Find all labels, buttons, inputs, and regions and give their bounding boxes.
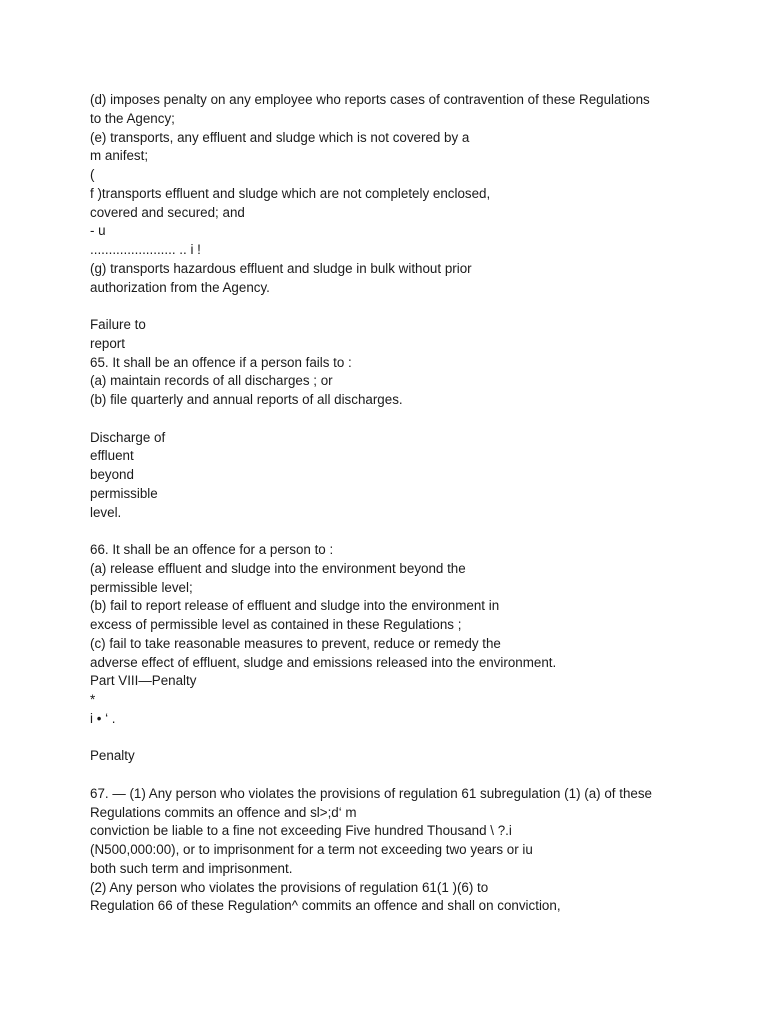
text-line: both such term and imprisonment. [90, 860, 293, 876]
text-line: covered and secured; and [90, 204, 245, 220]
text-line: adverse effect of effluent, sludge and emissions released into the environment. [90, 654, 557, 670]
text-line: 66. It shall be an offence for a person to : [90, 542, 334, 557]
text-line: excess of permissible level as contained in these Regulations ; [90, 617, 462, 632]
text-line: (g) transports hazardous effluent and sludge in bulk without prior [90, 260, 472, 276]
margin-heading: report [90, 335, 125, 351]
text-line: i • ‘ . [90, 710, 116, 726]
blank-line [90, 522, 750, 541]
margin-heading: Penalty [90, 748, 135, 764]
blank-line [90, 410, 750, 429]
text-line: (2) Any person who violates the provisions of regulation 61(1 )(6) to [90, 879, 489, 895]
text-line: (b) file quarterly and annual reports of all discharges. [90, 392, 403, 407]
text-line: f )transports effluent and sludge which are not completely enclosed, [90, 185, 491, 201]
text-line: ....................... .. i ! [90, 242, 201, 257]
margin-heading: beyond [90, 467, 134, 482]
text-line: m anifest; [90, 148, 149, 164]
text-line: ( [90, 167, 95, 182]
margin-heading: Discharge of [90, 429, 166, 445]
text-line: 65. It shall be an offence if a person fails to : [90, 354, 352, 370]
text-line: - u [90, 223, 106, 239]
blank-line [90, 729, 750, 748]
margin-heading: level. [90, 504, 122, 520]
text-line: (c) fail to take reasonable measures to prevent, reduce or remedy the [90, 635, 501, 651]
margin-heading: permissible [90, 485, 158, 501]
text-line: (b) fail to report release of effluent and sludge into the environment in [90, 598, 500, 614]
text-line: * [90, 692, 96, 707]
text-line: to the Agency; [90, 110, 175, 126]
text-line: authorization from the Agency. [90, 279, 270, 295]
margin-heading: Failure to [90, 317, 146, 332]
margin-heading: effluent [90, 448, 134, 464]
text-line: (N500,000:00), or to imprisonment for a term not exceeding two years or iu [90, 842, 533, 857]
text-line: (a) maintain records of all discharges ; or [90, 373, 333, 389]
text-line: Regulations commits an offence and sl>;d‘ m [90, 804, 357, 820]
text-line: Regulation 66 of these Regulation^ commits an offence and shall on conviction, [90, 898, 561, 914]
blank-line [90, 297, 750, 316]
text-line: (e) transports, any effluent and sludge which is not covered by a [90, 129, 470, 145]
text-line: 67. — (1) Any person who violates the provisions of regulation 61 subregulation (1) (a) of these [90, 785, 652, 801]
document-page [90, 91, 750, 916]
blank-line [90, 766, 750, 785]
text-line: conviction be liable to a fine not exceeding Five hundred Thousand \ ?.i [90, 823, 512, 839]
text-line: (a) release effluent and sludge into the environment beyond the [90, 560, 466, 576]
part-heading: Part VIII—Penalty [90, 673, 197, 689]
text-line: permissible level; [90, 579, 193, 595]
text-line: (d) imposes penalty on any employee who reports cases of contravention of these Regulations [90, 92, 650, 107]
